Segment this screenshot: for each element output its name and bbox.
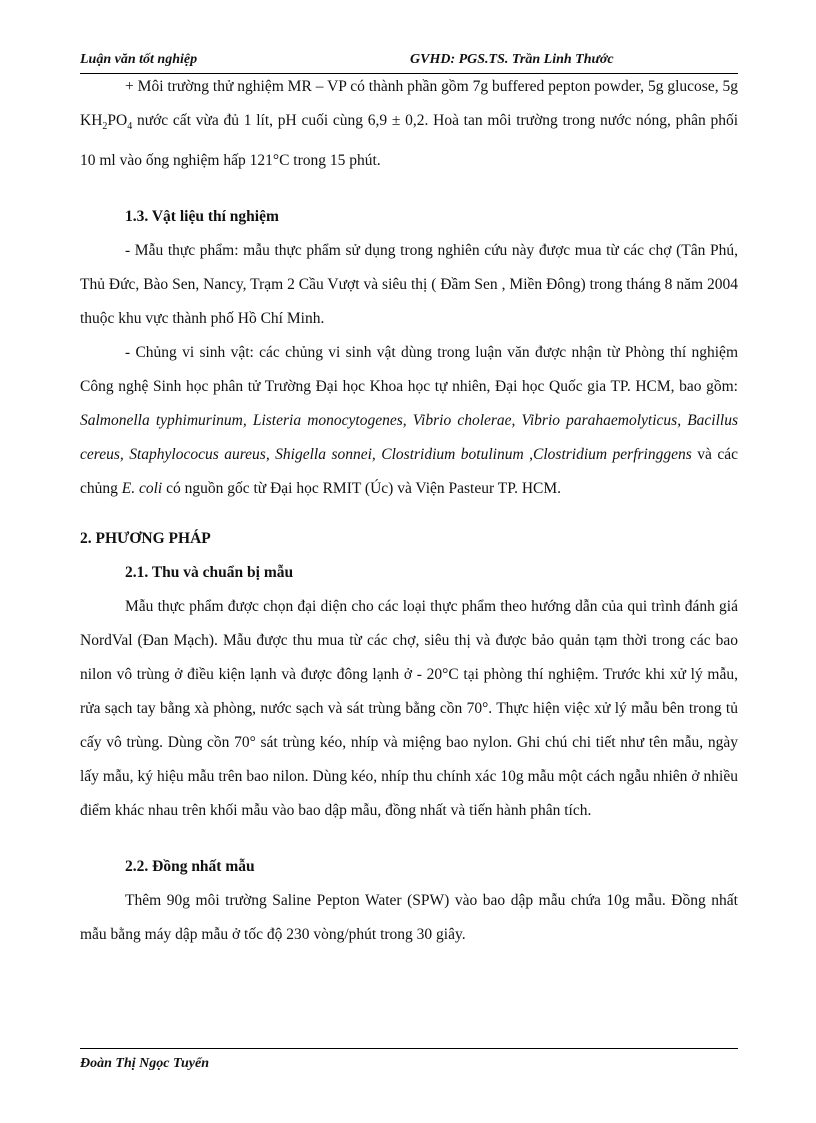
section-2-heading: 2. PHƯƠNG PHÁP [80, 530, 211, 548]
intro-text-end: nước cất vừa đủ 1 lít, pH cuối cùng 6,9 ± 0,2. Hoà tan môi trường trong nước nóng, phân phối 10 ml vào ống nghiệm hấp 121°C trong 15 phút. [80, 112, 738, 170]
strains-species-list: Salmonella typhimurinum, Listeria monocytogenes, Vibrio cholerae, Vibrio parahaemolyticus, Bacillus cereus, Staphylococus aureus, Shigella sonnei, Clostridium botulinum ,Clostridium perfringgens [80, 412, 738, 464]
homogenize-paragraph: Thêm 90g môi trường Saline Pepton Water (SPW) vào bao dập mẫu chứa 10g mẫu. Đồng nhất mẫu bằng máy dập mẫu ở tốc độ 230 vòng/phút trong 30 giây. [80, 892, 738, 944]
section-2-1-heading: 2.1. Thu và chuẩn bị mẫu [125, 564, 294, 582]
header-advisor: GVHD: PGS.TS. Trần Linh Thước [410, 52, 614, 67]
footer-divider [80, 1048, 738, 1049]
strains-text-start: - Chủng vi sinh vật: các chủng vi sinh vật dùng trong luận văn được nhận từ Phòng thí nghiệm Công nghệ Sinh học phân tử Trường Đại học Khoa học tự nhiên, Đại học Quốc gia TP. HCM, bao gồm: [80, 344, 738, 396]
sample-prep-paragraph: Mẫu thực phẩm được chọn đại diện cho các loại thực phẩm theo hướng dẫn của qui trình đánh giá NordVal (Đan Mạch). Mẫu được thu mua từ các chợ, siêu thị và được bảo quản tạm thời trong các bao nilon vô trùng ở điều kiện lạnh và được đông lạnh ở - 20°C tại phòng thí nghiệm. Trước khi xử lý mẫu, rửa sạch tay bằng xà phòng, nước sạch và sát trùng bằng cồn 70°. Thực hiện việc xử lý mẫu bên trong tủ cấy vô trùng. Dùng cồn 70° sát trùng kéo, nhíp và miệng bao nylon. Ghi chú chi tiết như tên mẫu, ngày lấy mẫu, ký hiệu mẫu trên bao nilon. Dùng kéo, nhíp thu chính xác 10g mẫu một cách ngẫu nhiên ở nhiều điểm khác nhau trên khối mẫu vào bao dập mẫu, đồng nhất và tiến hành phân tích. [80, 598, 738, 820]
footer-author: Đoàn Thị Ngọc Tuyển [80, 1056, 209, 1071]
intro-paragraph [80, 70, 738, 178]
food-sample-paragraph: - Mẫu thực phẩm: mẫu thực phẩm sử dụng trong nghiên cứu này được mua từ các chợ (Tân Phú, Thủ Đức, Bào Sen, Nancy, Trạm 2 Cầu Vượt và siêu thị ( Đầm Sen , Miền Đông) trong tháng 8 năm 2004 thuộc khu vực thành phố Hồ Chí Minh. [80, 242, 738, 328]
strains-ecoli: E. coli [121, 480, 163, 498]
strains-paragraph [80, 336, 738, 506]
section-1-3-heading: 1.3. Vật liệu thí nghiệm [125, 208, 279, 226]
subscript-2: 2 [102, 121, 108, 133]
subscript-4: 4 [127, 121, 133, 133]
strains-text-end: có nguồn gốc từ Đại học RMIT (Úc) và Viện Pasteur TP. HCM. [162, 480, 562, 498]
intro-po: PO [107, 112, 128, 129]
strains-text-mid: và các chủng [80, 446, 738, 498]
header-thesis-label: Luận văn tốt nghiệp [80, 52, 198, 67]
section-2-2-heading: 2.2. Đồng nhất mẫu [125, 858, 255, 876]
document-body [80, 70, 738, 952]
intro-text-start: + Môi trường thử nghiệm MR – VP có thành phần gồm 7g buffered pepton powder, 5g glucose, 5g KH [80, 78, 738, 129]
